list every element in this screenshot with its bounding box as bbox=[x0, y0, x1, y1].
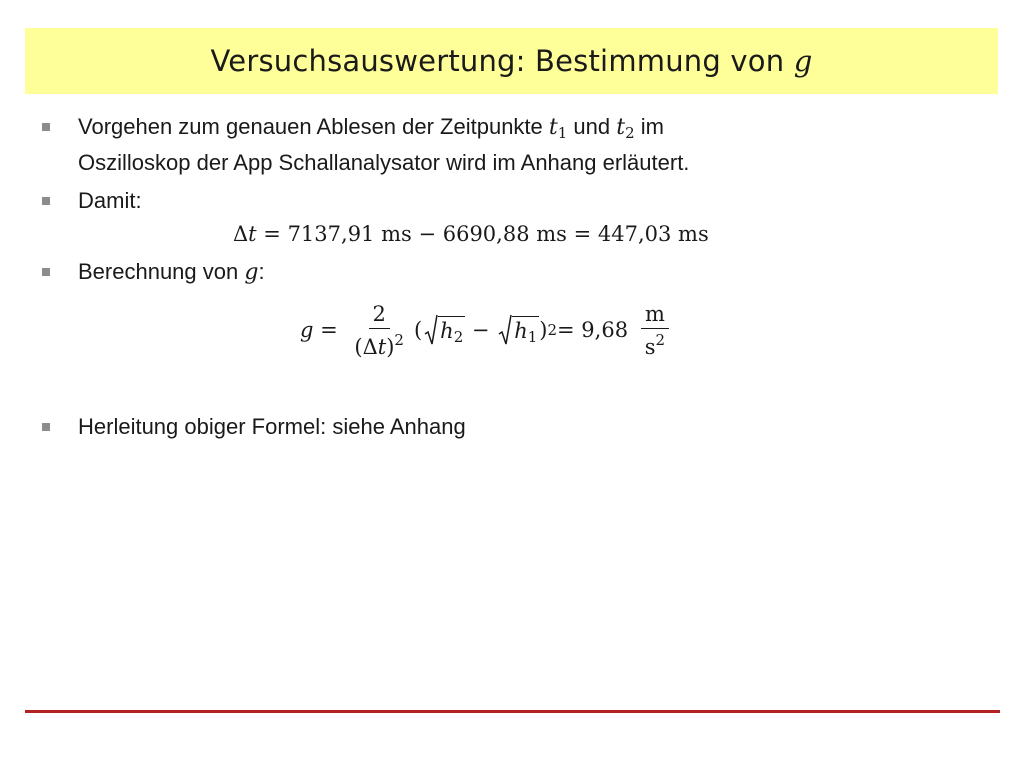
berechnung-var: g bbox=[244, 260, 259, 285]
unit-denominator bbox=[641, 329, 669, 359]
den-t: t bbox=[377, 334, 387, 359]
bullet-marker bbox=[42, 423, 50, 431]
title-bar bbox=[25, 28, 998, 94]
den-exp: 2 bbox=[394, 330, 404, 349]
slide-title-text: Versuchsauswertung: Bestimmung von bbox=[210, 44, 794, 78]
den-open: (Δ bbox=[354, 334, 378, 359]
bullet-berechnung bbox=[78, 257, 265, 288]
bullet-procedure-line2: Oszilloskop der App Schallanalysator wird im Anhang erläutert. bbox=[78, 150, 690, 175]
fraction-numerator: 2 bbox=[369, 302, 390, 329]
formula-minus: − bbox=[465, 318, 497, 342]
h: h bbox=[514, 319, 528, 343]
h2-sub: 2 bbox=[453, 328, 464, 346]
radicand-h1 bbox=[512, 316, 539, 346]
slide-title-variable: g bbox=[793, 44, 813, 78]
formula-result: = 9,68 bbox=[557, 318, 635, 342]
den-close: ) bbox=[386, 334, 395, 359]
eq-delta: Δ bbox=[233, 222, 249, 246]
var-t1: t bbox=[548, 115, 558, 140]
berechnung-colon: : bbox=[258, 259, 265, 284]
unit-exp: 2 bbox=[655, 330, 666, 349]
unit-s: s bbox=[644, 334, 656, 359]
sqrt-sign-icon bbox=[498, 314, 512, 346]
sqrt-h1 bbox=[498, 314, 539, 346]
g-formula bbox=[300, 290, 675, 370]
eq-t: t bbox=[248, 222, 257, 246]
h1-sub: 1 bbox=[527, 328, 538, 346]
bullet-procedure bbox=[78, 112, 689, 178]
paren-open: ( bbox=[413, 318, 423, 342]
sub-2: 2 bbox=[625, 124, 635, 142]
unit-numerator: m bbox=[641, 302, 669, 329]
radicand-h2 bbox=[438, 316, 465, 346]
sqrt-sign-icon bbox=[424, 314, 438, 346]
bullet-herleitung: Herleitung obiger Formel: siehe Anhang bbox=[78, 414, 466, 439]
sqrt-h2 bbox=[424, 314, 465, 346]
bullet-procedure-text-b: und bbox=[567, 114, 617, 139]
formula-lhs: g bbox=[300, 318, 314, 342]
bullet-procedure-text-a: Vorgehen zum genauen Ablesen der Zeitpunkte bbox=[78, 114, 549, 139]
eq-rest: = 7137,91 ms − 6690,88 ms = 447,03 ms bbox=[256, 222, 709, 246]
bullet-marker bbox=[42, 123, 50, 131]
paren-exp: 2 bbox=[547, 321, 558, 339]
bullet-marker bbox=[42, 197, 50, 205]
fraction-2-over-delta-t bbox=[350, 302, 408, 359]
bullet-procedure-line1 bbox=[78, 112, 689, 148]
var-t2: t bbox=[616, 115, 626, 140]
bullet-marker bbox=[42, 268, 50, 276]
fraction-denominator bbox=[350, 329, 408, 359]
paren-close: ) bbox=[539, 318, 548, 342]
formula-equals: = bbox=[313, 318, 345, 342]
bullet-procedure-text-c: im bbox=[634, 114, 664, 139]
slide-title bbox=[211, 44, 813, 78]
unit-fraction bbox=[641, 302, 669, 359]
berechnung-text: Berechnung von bbox=[78, 259, 245, 284]
bullet-damit: Damit: bbox=[78, 188, 142, 213]
sub-1: 1 bbox=[557, 124, 568, 142]
h: h bbox=[440, 319, 454, 343]
delta-t-equation bbox=[233, 222, 709, 246]
footer-divider bbox=[25, 710, 1000, 713]
